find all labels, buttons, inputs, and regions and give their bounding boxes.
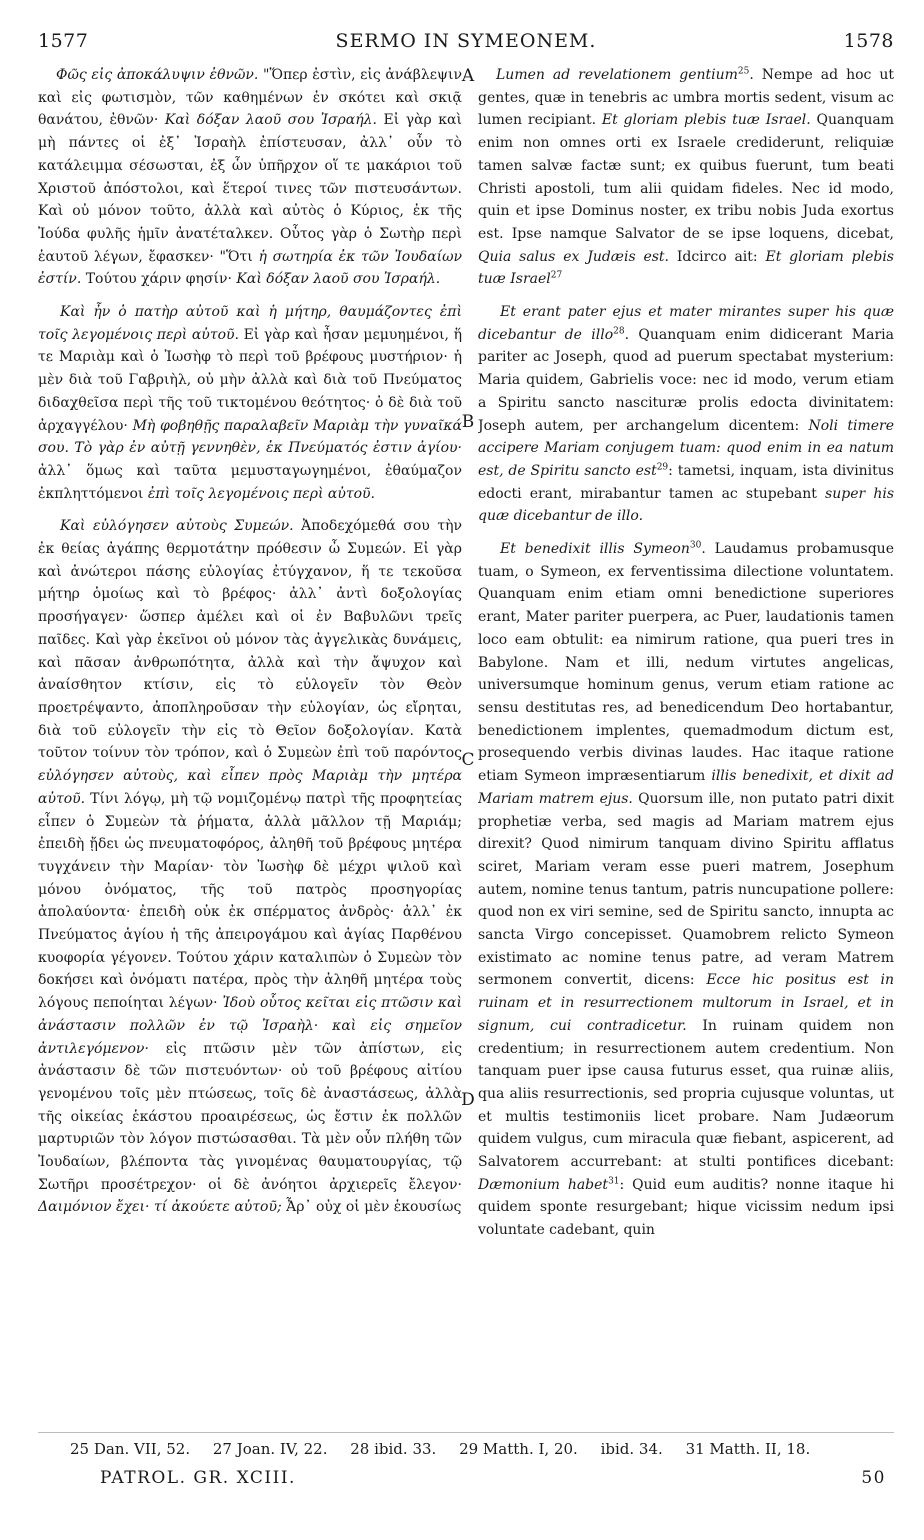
signature-number: 50 [861,1468,886,1488]
margin-marker-d: D [461,1090,475,1110]
latin-text: Idcirco ait: [669,248,766,265]
footnotes [70,1440,894,1458]
greek-text: Ἆρ᾿ οὐχ οἱ μὲν ἑκουσίως [281,1199,462,1216]
greek-quote: Καὶ ἦν ὁ πατὴρ αὐτοῦ καὶ ἡ μήτηρ, θαυμάζοντες ἐπὶ τοῖς λεγομένοις περὶ αὐτοῦ. [38,304,462,343]
greek-quote: Δαιμόνιον ἔχει· τί ἀκούετε αὐτοῦ; [38,1199,282,1216]
margin-marker-c: C [461,750,475,770]
greek-quote: Μὴ φοβηθῇς παραλαβεῖν Μαριὰμ τὴν γυναῖκά σου. Τὸ γὰρ ἐν αὐτῇ γεννηθὲν, ἐκ Πνεύματός ἐστιν ἁγίου· [38,417,462,457]
greek-text: ἀλλ᾿ ὅμως καὶ ταῦτα μεμυσταγωγημένοι, ἐθαύμαζον ἐκπληττόμενοι [38,462,462,502]
footnote-ref: 27 [550,270,563,281]
latin-quote: Et benedixit illis Symeon [500,541,690,558]
latin-text: Quanquam enim non omnes orti ex Israele crediderunt, reliquiæ tamen salvæ factæ sunt; ex quibus fuerunt, tum beati Christi apostoli, tum alii quidam fideles. Nec id modo, quin et ipse Dominus noster, ex tribu nobis Juda exortus est. Ipse namque Salvator de se ipse loquens, dicebat, [478,112,894,242]
footnote-rule [38,1432,894,1433]
page-number-left: 1577 [38,30,89,52]
greek-quote: ἐπὶ τοῖς λεγομένοις περὶ αὐτοῦ. [147,485,375,502]
latin-quote: Quia salus ex Judæis est. [478,248,670,265]
greek-quote: Ἰδοὺ οὗτος κεῖται εἰς πτῶσιν καὶ ἀνάστασιν πολλῶν ἐν τῷ Ἰσραὴλ· καὶ εἰς σημεῖον ἀντιλεγόμενον· [38,995,462,1057]
volume-signature: PATROL. GR. XCIII. [100,1468,296,1488]
greek-text: εἰς πτῶσιν μὲν τῶν ἀπίστων, εἰς ἀνάστασιν δὲ τῶν πιστευόντων· οὐ τοῦ βρέφους αἰτίου γενομένου τοῖς μὲν πτώσεως, τοῖς δὲ ἀναστάσεως, ἀλλὰ τῆς οἰκείας ἑκάστου προαιρέσεως, ὡς ἔστιν ἐκ πολλῶν μαρτυριῶν τὸν λόγον πιστώσασθαι. Τὰ μὲν οὖν πλήθη τῶν Ἰουδαίων, βλέποντα τὰς γινομένας θαυματουργίας, τῷ Σωτῆρι προσέτρεχον· οἱ δὲ ἀνόητοι ἀρχιερεῖς ἔλεγον· [38,1040,462,1193]
greek-text: "Ὅπερ ἐστὶν, εἰς ἀνάβλεψιν καὶ εἰς φωτισμὸν, τῶν καθημένων ἐν σκότει καὶ σκιᾷ θανάτου, ἐθνῶν· [38,67,462,129]
greek-text: Εἰ γὰρ καὶ ἦσαν μεμυημένοι, ἥ τε Μαριὰμ καὶ ὁ Ἰωσὴφ τὸ περὶ τοῦ βρέφους μυστήριον· ἡ μὲν διὰ τοῦ Γαβριὴλ, οὐ μὴν ἀλλὰ καὶ διὰ τοῦ Πνεύματος διδαχθεῖσα περὶ τῆς τοῦ τικτομένου θεότητος· ὁ δὲ διὰ τοῦ ἀρχαγγέλου· [38,326,462,434]
latin-text: . Quanquam enim didicerant Maria pariter ac Joseph, quod ad puerum spectabat mysterium: Maria quidem, Gabrielis voce: nec id modo, verum etiam a Spiritu sancto nascituræ prolis edocta divinitatem: Joseph autem, per archangelum dicentem: [478,326,894,434]
latin-text: . Laudamus probamusque tuam, o Symeon, ex ferventissima dilectione voluntatem. Quanquam enim etiam omni benedictione superiores erant, Mater pariter puerpera, ac Puer, laudationis tamen loco eam obtulit: ea nimirum ratione, qua pueri tres in Babylone. Nam et illi, nedum virtutes angelicas, universumque hominum genus, verum etiam ratione ac sensu destitutas res, ad benedicendum Deo hortabantur, benedictionem implentes, quemadmodum dictum est, prosequendo verbis divinas laudes. Hac itaque ratione etiam Symeon impræsentiarum [478,541,894,785]
footnote: 28 ibid. 33. [350,1440,437,1458]
greek-quote: Φῶς εἰς ἀποκάλυψιν ἐθνῶν. [56,67,259,83]
running-title: SERMO IN SYMEONEM. [335,30,597,52]
greek-text: Εἰ γὰρ καὶ μὴ πάντες οἱ ἐξ᾿ Ἰσραὴλ ἐπίστευσαν, ἀλλ᾿ οὖν τὸ κατάλειμμα σέσωσται, ἐξ ὧν ὑπῆρχον οἵ τε μακάριοι τοῦ Χριστοῦ ἀπόστολοι, καὶ ἕτεροί τινες τῶν πιστευσάντων. Καὶ οὐ μόνον τοῦτο, ἀλλὰ καὶ αὐτὸς ὁ Κύριος, ἐκ τῆς Ἰούδα φυλῆς ἡμῖν ἀνατέταλκεν. Οὗτος γὰρ ὁ Σωτὴρ περὶ ἑαυτοῦ λέγων, ἔφασκεν· "Ὅτι [38,112,462,265]
latin-quote: Dæmonium habet [478,1176,609,1193]
footnote-ref: 29 [656,462,669,473]
latin-quote: illis benedixit, et dixit ad Mariam matrem ejus. [478,768,894,807]
greek-quote: Καὶ δόξαν λαοῦ σου Ἰσραήλ. [236,271,441,288]
greek-quote: Καὶ δόξαν λαοῦ σου Ἰσραήλ. [164,112,377,129]
margin-marker-a: A [461,66,475,86]
latin-quote: Lumen ad revelationem gentium [496,67,738,83]
latin-text: In ruinam quidem non credentium; in resurrectionem autem credentium. Non tanquam puer ipse causa futurus esset, qua ruinæ aliis, qua aliis resurrectionis, sed propria cujusque voluntas, ut et multis testimoniis licet probare. Nam Judæorum quidem vulgus, cum miracula quæ fiebant, aspicerent, ad Salvatorem accurrebant: at stulti pontifices dicebant: [478,1017,894,1171]
footnote-ref: 31 [608,1176,620,1187]
latin-paragraph-1 [478,64,894,291]
latin-text: Quorsum ille, non putato patri dixit prophetiæ verba, sed magis ad Mariam matrem ejus direxit? Quod nimirum tanquam divino Spiritu afflatus sciret, Mariam veram esse pueri matrem, Josephum autem, nomine tenus tantum, patris nuncupatione pollere: quod non ex viri semine, sed de Spiritu sancto, innupta ac sancta Virgo concepisset. Quamobrem relicto Symeon existimato ac nomine tenus patre, ad veram Matrem sermonem convertit, dicens: [478,790,894,989]
footnote: 29 Matth. I, 20. [459,1440,578,1458]
latin-text: : Quid eum auditis? nonne itaque hi quidem sponte resurgebant; hique vicissim nedum ipsi voluntate cadebant, quin [478,1176,894,1239]
greek-paragraph-1 [38,64,462,291]
margin-marker-b: B [461,412,475,432]
latin-quote: Et gloriam plebis tuæ Israel. [601,112,811,129]
footnote-ref: 25 [737,66,750,77]
latin-quote: Noli timere accipere Mariam conjugem tuam: quod enim in ea natum est, de Spiritu sancto est [478,417,894,479]
latin-text: . Nempe ad hoc ut gentes, quæ in tenebris ac umbra mortis sedent, visum ac lumen recipiant. [478,67,894,129]
latin-quote: Et gloriam plebis tuæ Israel [478,248,894,288]
latin-quote: Ecce hic positus est in ruinam et in resurrectionem multorum in Israel, et in signum, cui contradicetur. [478,972,894,1034]
page-number-right: 1578 [843,30,894,52]
greek-column [38,64,462,1434]
running-header [38,30,894,60]
latin-paragraph-3 [478,538,894,1242]
latin-text: : tametsi, inquam, ista divinitus edocti erant, mirabantur tamen ac stupebant [478,462,894,502]
footnote-ref: 28 [613,326,625,337]
latin-quote: super his quæ dicebantur de illo. [478,485,894,525]
greek-text: Ἀποδεχόμεθά σου τὴν ἐκ θείας ἀγάπης θερμοτάτην πρόθεσιν ὦ Συμεών. Εἰ γὰρ καὶ ἀνώτεροι πάσης εὐλογίας ἐτύγχανον, ἥ τε τεκοῦσα μήτηρ ὁμοίως καὶ τὸ βρέφος· ἀλλ᾿ ἀντὶ δοξολογίας προσήγαγεν· ὥσπερ ἀμέλει καὶ οἱ ἐν Βαβυλῶνι τρεῖς παῖδες. Καὶ γὰρ ἐκεῖνοι οὐ μόνον τὰς ἀγγελικὰς δυνάμεις, καὶ πᾶσαν ἀνθρωπότητα, ἀλλὰ καὶ τὴν ἄψυχον καὶ ἀναίσθητον κτίσιν, εἰς τὸ εὐλογεῖν τὸν Θεὸν προετρέψαντο, ἀποπληροῦσαν τὴν εὐλογίαν, ὡς εἴρηται, διὰ τοῦ εὐλογεῖν τὴν εἰς τὸ Θεῖον δοξολογίαν. Κατὰ τοῦτον τοίνυν τὸν τρόπον, καὶ ὁ Συμεὼν ἐπὶ τοῦ παρόντος [38,518,462,762]
latin-quote: Et erant pater ejus et mater mirantes super his quæ dicebantur de illo [478,304,894,343]
footnote: 31 Matth. II, 18. [685,1440,811,1458]
footnote: 25 Dan. VII, 52. [70,1440,191,1458]
greek-paragraph-2 [38,301,462,505]
greek-quote: ἡ σωτηρία ἐκ τῶν Ἰουδαίων ἐστίν. [38,248,462,288]
greek-quote: εὐλόγησεν αὐτοὺς, καὶ εἶπεν πρὸς Μαριὰμ τὴν μητέρα αὐτοῦ. [38,768,462,807]
footnote: ibid. 34. [600,1440,663,1458]
greek-paragraph-3 [38,515,462,1219]
footnote-ref: 30 [689,540,702,551]
greek-quote: Καὶ εὐλόγησεν αὐτοὺς Συμεών. [60,518,294,535]
greek-text: Τίνι λόγῳ, μὴ τῷ νομιζομένῳ πατρὶ τῆς προφητείας εἶπεν ὁ Συμεὼν τὰ ῥήματα, ἀλλὰ μᾶλλον τῇ Μαριάμ; ἐπειδὴ ᾔδει ὡς πνευματοφόρος, ἀληθῆ τοῦ βρέφους μητέρα τυγχάνειν τὴν Μαρίαν· τὸν Ἰωσὴφ δὲ μέχρι ψιλοῦ καὶ μόνου ὀνόματος, τῆς τοῦ πατρὸς προσηγορίας ἀπολαύοντα· ἐπειδὴ οὐκ ἐκ σπέρματος ἀνδρὸς· ἀλλ᾿ ἐκ Πνεύματος ἁγίου ἡ τῆς ἀπειρογάμου καὶ ἁγίας Παρθένου κυοφορία γέγονεν. Τούτου χάριν καταλιπὼν ὁ Συμεὼν τὸν δοκήσει καὶ ὀνόματι πατέρα, πρὸς τὴν ἀληθῆ μητέρα τοὺς λόγους πεποίηται λέγων· [38,790,462,1012]
footnote: 27 Joan. IV, 22. [212,1440,328,1458]
greek-text: Τούτου χάριν φησίν· [81,271,237,288]
latin-column [478,64,894,1434]
latin-paragraph-2 [478,301,894,528]
